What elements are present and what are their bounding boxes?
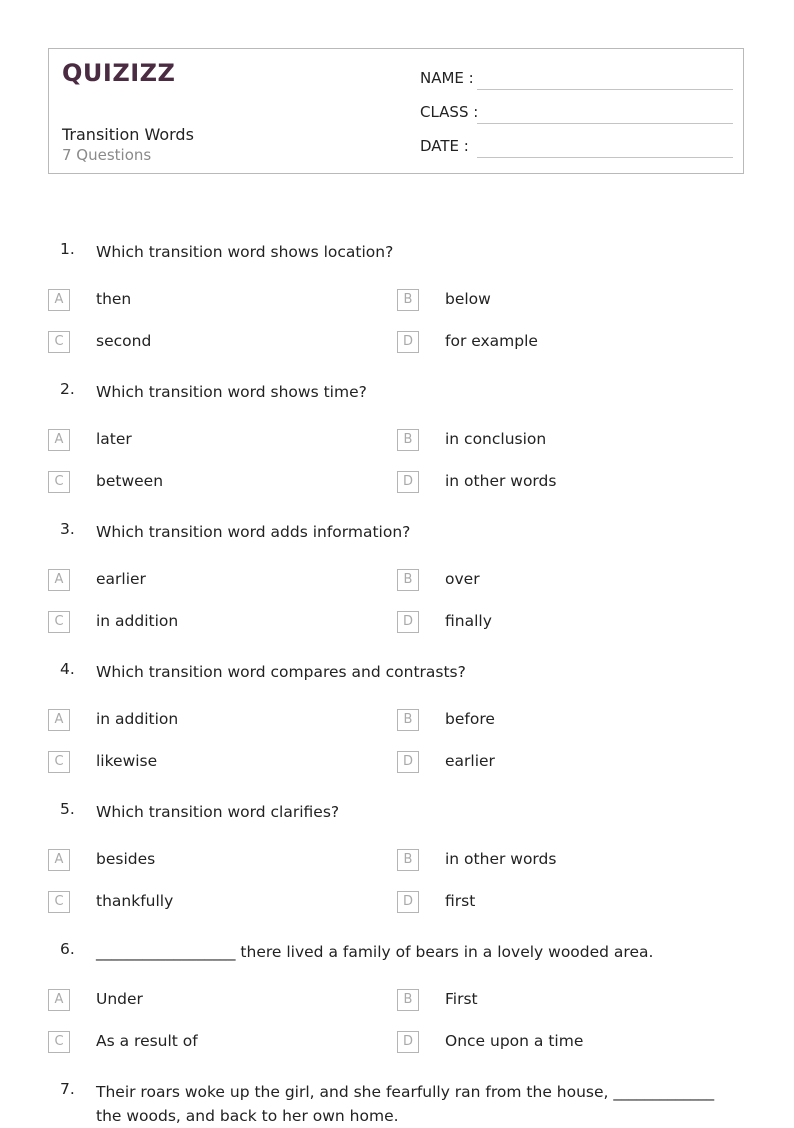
option-letter: D [397, 891, 419, 913]
date-field[interactable] [420, 137, 733, 157]
option-letter: A [48, 849, 70, 871]
option-text: second [96, 332, 152, 350]
option-letter: B [397, 989, 419, 1011]
option-text: below [445, 290, 491, 308]
question-count: 7 Questions [62, 146, 152, 164]
option-letter: B [397, 569, 419, 591]
option-letter: A [48, 709, 70, 731]
option-text: thankfully [96, 892, 174, 910]
option-letter: C [48, 331, 70, 353]
name-label: NAME : [420, 69, 474, 87]
question-number: 3. [60, 520, 75, 538]
worksheet-title: Transition Words [62, 125, 194, 144]
option-text: over [445, 570, 480, 588]
question-text: Which transition word clarifies? [96, 803, 340, 821]
name-field[interactable] [420, 69, 733, 89]
question-text: Their roars woke up the girl, and she fearfully ran from the house, _____________ the woods, and back to her own home. [96, 1083, 715, 1125]
option-letter: B [397, 849, 419, 871]
option-letter: A [48, 989, 70, 1011]
class-label: CLASS : [420, 103, 479, 121]
option-text: First [445, 990, 478, 1008]
option-letter: C [48, 751, 70, 773]
option-letter: C [48, 611, 70, 633]
option-text: later [96, 430, 132, 448]
question-text: Which transition word shows time? [96, 383, 367, 401]
option-text: earlier [445, 752, 495, 770]
option-letter: A [48, 569, 70, 591]
option-letter: B [397, 429, 419, 451]
option-text: besides [96, 850, 156, 868]
question-number: 6. [60, 940, 75, 958]
name-line[interactable] [477, 89, 733, 90]
option-letter: D [397, 1031, 419, 1053]
quizizz-logo: QUIZIZZ [62, 59, 176, 87]
question-number: 2. [60, 380, 75, 398]
option-text: in conclusion [445, 430, 547, 448]
question-text: Which transition word shows location? [96, 243, 394, 261]
option-text: Under [96, 990, 143, 1008]
class-field[interactable] [420, 103, 733, 123]
option-letter: B [397, 709, 419, 731]
option-text: in addition [96, 710, 179, 728]
option-text: Once upon a time [445, 1032, 584, 1050]
option-text: in addition [96, 612, 179, 630]
option-text: then [96, 290, 132, 308]
option-text: between [96, 472, 164, 490]
option-text: likewise [96, 752, 158, 770]
option-text: earlier [96, 570, 146, 588]
question-text: __________________ there lived a family of bears in a lovely wooded area. [96, 943, 654, 961]
date-line[interactable] [477, 157, 733, 158]
option-letter: D [397, 611, 419, 633]
question-number: 5. [60, 800, 75, 818]
question-number: 7. [60, 1080, 75, 1098]
option-text: before [445, 710, 495, 728]
question-number: 1. [60, 240, 75, 258]
option-letter: C [48, 891, 70, 913]
option-letter: A [48, 289, 70, 311]
question-text: Which transition word adds information? [96, 523, 411, 541]
option-text: for example [445, 332, 538, 350]
option-text: in other words [445, 850, 557, 868]
option-letter: D [397, 471, 419, 493]
option-text: first [445, 892, 476, 910]
option-text: As a result of [96, 1032, 198, 1050]
class-line[interactable] [477, 123, 733, 124]
option-letter: D [397, 751, 419, 773]
date-label: DATE : [420, 137, 469, 155]
option-text: in other words [445, 472, 557, 490]
question-number: 4. [60, 660, 75, 678]
option-letter: C [48, 471, 70, 493]
worksheet-header [48, 48, 744, 174]
option-text: finally [445, 612, 492, 630]
option-letter: A [48, 429, 70, 451]
option-letter: D [397, 331, 419, 353]
option-letter: B [397, 289, 419, 311]
question-text: Which transition word compares and contrasts? [96, 663, 466, 681]
option-letter: C [48, 1031, 70, 1053]
